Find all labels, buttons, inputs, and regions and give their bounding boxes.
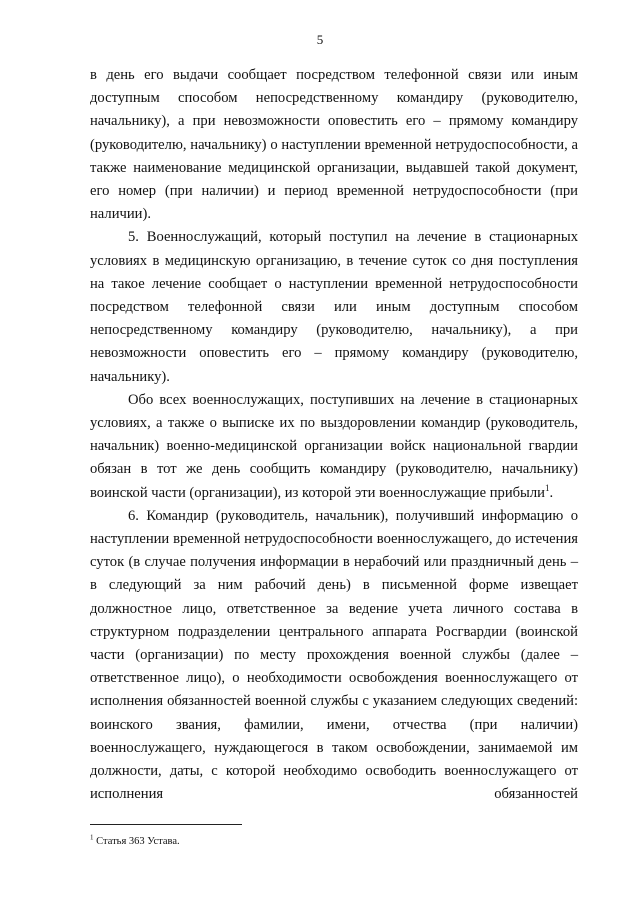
page-number: 5 bbox=[316, 32, 324, 47]
paragraph-item-5-notification-text: Обо всех военнослужащих, поступивших на лечение в стационарных условиях, а также о выписке их по выздоровлении командир (руководитель, начальник) военно-медицинской организации войск национальной гвардии обязан в тот же день сообщить командиру (руководителю, начальнику) воинской части (организации), из которой эти военнослужащие прибыли bbox=[90, 391, 578, 501]
paragraph-item-6: 6. Командир (руководитель, начальник), получивший информацию о наступлении временной нетрудоспособности военнослужащего, до истечения суток (в случае получения информации в нерабочий или праздничный день – в следующий за ним рабочий день) в письменной форме извещает должностное лицо, ответственное за ведение учета личного состава в структурном подразделении центрального аппарата Росгвардии (воинской части (организации) по месту прохождения военной службы (далее – ответственное лицо), о необходимости освобождения военнослужащего от исполнения обязанностей военной службы с указанием следующих сведений: воинского звания, фамилии, имени, отчества (при наличии) военнослужащего, нуждающегося в таком освобождении, занимаемой им должности, даты, с которой необходимо освободить военнослужащего от исполнения обязанностей bbox=[90, 507, 578, 803]
document-body bbox=[90, 64, 578, 807]
paragraph-continuation: в день его выдачи сообщает посредством телефонной связи или иным доступным способом непосредственному командиру (руководителю, начальнику), а при невозможности оповестить его – прямому командиру (руководителю, начальнику) о наступлении временной нетрудоспособности, а также наименование медицинской организации, выдавшей такой документ, его номер (при наличии) и период временной нетрудоспособности (при наличии). bbox=[90, 67, 578, 223]
footnote-separator bbox=[90, 824, 242, 825]
footnote bbox=[90, 835, 180, 848]
paragraph-item-5-notification: Обо всех военнослужащих, поступивших на лечение в стационарных условиях, а также о выписке их по выздоровлении командир (руководитель, начальник) военно-медицинской организации войск национальной гвардии обязан в тот же день сообщить командиру (руководителю, начальнику) воинской части (организации), из которой эти военнослужащие прибыли$^1$. bbox=[90, 391, 578, 501]
footnote-text: Статья 363 Устава. bbox=[96, 836, 180, 847]
footnote-reference: 1 bbox=[544, 482, 550, 493]
paragraph-item-5: 5. Военнослужащий, который поступил на лечение в стационарных условиях в медицинскую организацию, в течение суток со дня поступления на такое лечение сообщает о наступлении временной нетрудоспособности посредством телефонной связи или иным доступным способом непосредственному командиру (руководителю, начальнику), а при невозможности оповестить его – прямому командиру (руководителю, начальнику). bbox=[90, 229, 578, 385]
footnote-marker: 1 bbox=[90, 833, 94, 842]
